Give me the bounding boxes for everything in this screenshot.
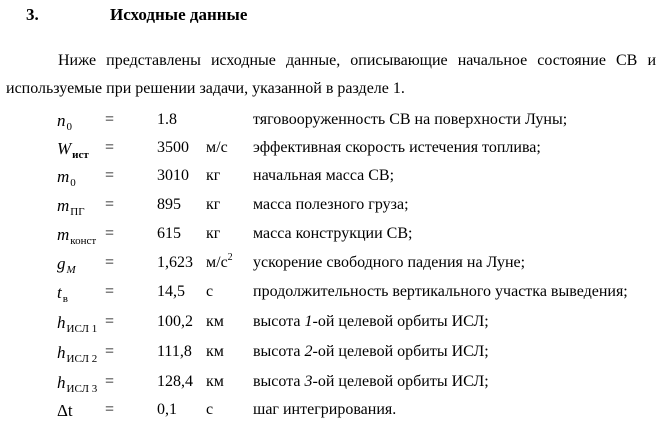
parameter-symbol: $h_{ИСЛ 1}$ <box>57 313 98 335</box>
parameter-value: 100,2 <box>157 313 193 330</box>
equals-sign: = <box>105 373 115 390</box>
parameter-row <box>0 283 666 309</box>
parameter-symbol: $h_{ИСЛ 2}$ <box>57 343 98 365</box>
parameter-value: 3010 <box>157 167 189 184</box>
equals-sign: = <box>105 401 115 418</box>
section-number: 3. <box>26 5 39 24</box>
parameter-value: 14,5 <box>157 283 185 300</box>
equals-sign: = <box>105 139 115 156</box>
parameter-symbol: Δt <box>57 401 73 420</box>
parameter-unit: м/с <box>206 139 228 156</box>
parameter-unit: кг <box>206 196 221 213</box>
equals-sign: = <box>105 196 115 213</box>
parameter-row <box>0 401 666 427</box>
parameter-description: высота 1-ой целевой орбиты ИСЛ; <box>253 313 489 330</box>
parameter-value: 0,1 <box>157 401 177 418</box>
parameter-unit: км <box>206 313 224 330</box>
parameter-row <box>0 343 666 369</box>
parameter-value: 1,623 <box>157 254 193 271</box>
parameter-description: высота 2-ой целевой орбиты ИСЛ; <box>253 343 489 360</box>
parameter-description: тяговооруженность СВ на поверхности Луны; <box>253 111 568 128</box>
intro-line-1: Ниже представлены исходные данные, описывающие начальное состояние СВ и <box>58 52 656 69</box>
parameter-value: 1.8 <box>157 111 177 128</box>
parameter-value: 615 <box>157 225 181 242</box>
section-title: Исходные данные <box>110 5 248 24</box>
parameter-row <box>0 373 666 399</box>
parameter-symbol: $g_M$ <box>57 254 76 276</box>
equals-sign: = <box>105 254 115 271</box>
parameter-value: 3500 <box>157 139 189 156</box>
parameter-row <box>0 111 666 137</box>
parameter-symbol: $h_{ИСЛ 3}$ <box>57 373 98 395</box>
parameter-unit: км <box>206 343 224 360</box>
parameter-unit: кг <box>206 225 221 242</box>
equals-sign: = <box>105 225 115 242</box>
equals-sign: = <box>105 313 115 330</box>
parameter-symbol: $W_{ист}$ <box>57 139 89 161</box>
parameter-row <box>0 313 666 339</box>
parameter-description: масса полезного груза; <box>253 196 409 213</box>
equals-sign: = <box>105 111 115 128</box>
equals-sign: = <box>105 283 115 300</box>
equals-sign: = <box>105 167 115 184</box>
parameter-description: ускорение свободного падения на Луне; <box>253 254 526 271</box>
parameter-unit: с <box>206 401 214 418</box>
parameter-row <box>0 196 666 222</box>
parameter-value: 111,8 <box>157 343 192 360</box>
equals-sign: = <box>105 343 115 360</box>
parameter-unit: кг <box>206 167 221 184</box>
parameter-unit: $м/с^2$ <box>206 252 233 271</box>
parameter-symbol: $m_{конст}$ <box>57 225 97 247</box>
parameter-description: шаг интегрирования. <box>253 401 397 418</box>
intro-line-2: используемые при решении задачи, указанной в разделе 1. <box>6 80 405 97</box>
parameter-description: масса конструкции СВ; <box>253 225 413 242</box>
parameter-row <box>0 167 666 193</box>
parameter-symbol: $m_0$ <box>57 167 76 189</box>
parameter-description: высота 3-ой целевой орбиты ИСЛ; <box>253 373 489 390</box>
parameter-description: продолжительность вертикального участка выведения; <box>253 283 628 300</box>
parameter-symbol: $n_0$ <box>57 111 72 133</box>
parameter-description: начальная масса СВ; <box>253 167 395 184</box>
parameter-description: эффективная скорость истечения топлива; <box>253 139 541 156</box>
parameter-symbol: $t_в$ <box>57 283 68 305</box>
parameter-symbol: $m_{ПГ}$ <box>57 196 85 218</box>
parameter-row <box>0 139 666 165</box>
parameter-unit: с <box>206 283 214 300</box>
parameter-value: 128,4 <box>157 373 193 390</box>
parameter-row <box>0 254 666 280</box>
parameter-value: 895 <box>157 196 181 213</box>
parameter-unit: км <box>206 373 224 390</box>
parameter-row <box>0 225 666 251</box>
